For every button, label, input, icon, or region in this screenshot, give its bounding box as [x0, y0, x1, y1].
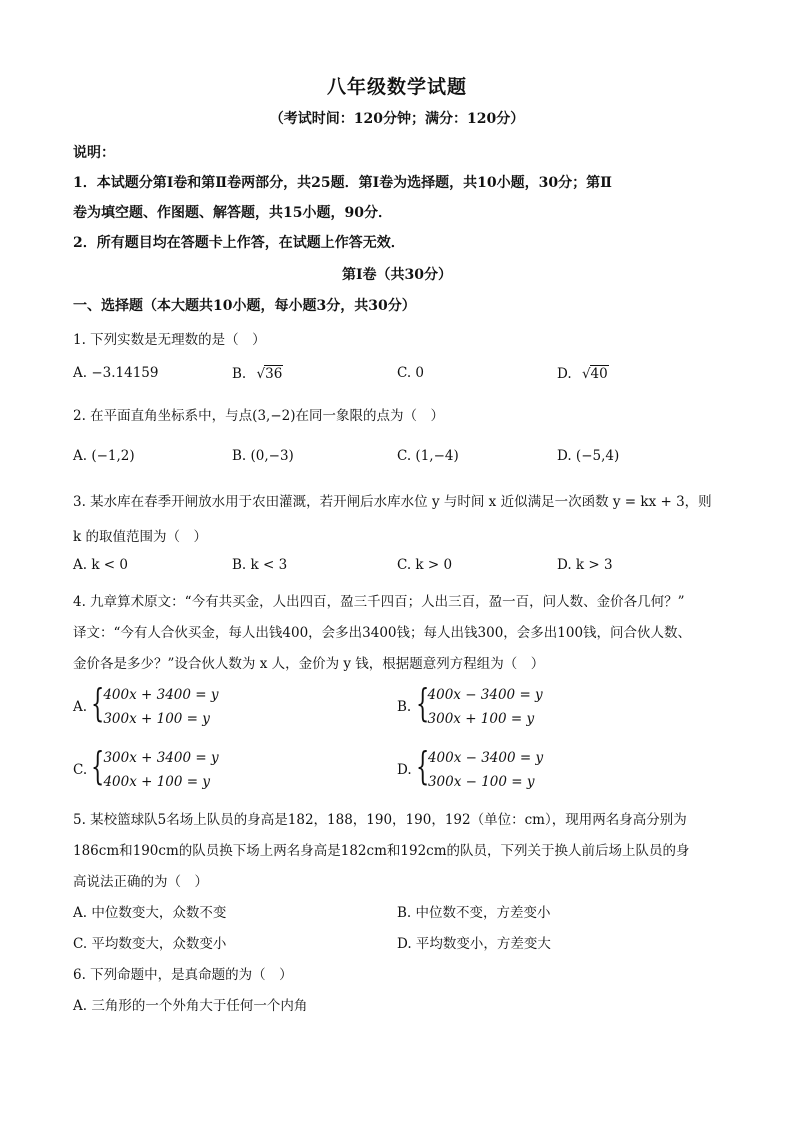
question-5-stem-c: 高说法正确的为（ ）	[73, 874, 208, 890]
question-2-option-b: B. (0,−3)	[232, 448, 294, 464]
equation-line: 300x − 100 = y	[427, 774, 535, 790]
question-3-option-d: D. k > 3	[557, 557, 613, 573]
equation-line: 400x + 3400 = y	[103, 687, 219, 703]
brace-glyph: {	[415, 681, 429, 725]
question-4-option-a	[73, 683, 219, 731]
question-5-stem-a: 5. 某校篮球队5名场上队员的身高是182，188，190，190，192（单位：cm），现用两名身高分别为	[73, 812, 687, 828]
question-4-option-c	[73, 746, 219, 794]
equation-line: 300x + 100 = y	[103, 711, 210, 727]
notes-line-1b: 卷为填空题、作图题、解答题，共15小题，90分．	[73, 205, 392, 221]
brace-glyph: {	[91, 681, 105, 725]
question-3-option-a: A. k < 0	[73, 557, 128, 573]
equation-line: 400x + 100 = y	[103, 774, 211, 790]
question-5-option-d: D. 平均数变小，方差变大	[397, 936, 551, 952]
question-1-stem: 1. 下列实数是无理数的是（ ）	[73, 332, 266, 348]
equation-system	[91, 683, 218, 731]
question-3-option-b: B. k < 3	[232, 557, 288, 573]
question-5-option-a: A. 中位数变大，众数不变	[73, 905, 227, 921]
question-6-option-a: A. 三角形的一个外角大于任何一个内角	[73, 998, 308, 1014]
question-5-stem-b: 186cm和190cm的队员换下场上两名身高是182cm和192cm的队员，下列关于换人前后场上队员的身	[73, 843, 690, 859]
option-label: D.	[397, 762, 412, 778]
notes-heading: 说明：	[73, 145, 115, 161]
question-1-option-d: D. √40	[557, 366, 608, 382]
notes-line-1a: 1．本试题分第Ⅰ卷和第Ⅱ卷两部分，共25题．第Ⅰ卷为选择题，共10小题，30分；第Ⅱ	[73, 175, 612, 191]
radicand: 36	[265, 366, 283, 382]
option-label: D.	[557, 366, 572, 382]
question-2-option-c: C. (1,−4)	[397, 448, 459, 464]
equation-line: 400x − 3400 = y	[427, 750, 544, 766]
equation-system	[416, 746, 543, 794]
option-label: B.	[397, 699, 412, 715]
question-4-option-b	[397, 683, 543, 731]
question-2-option-a: A. (−1,2)	[73, 448, 135, 464]
question-1-option-c: C. 0	[397, 365, 425, 381]
section-title: 第Ⅰ卷（共30分）	[341, 267, 453, 283]
question-4-option-d	[397, 746, 543, 794]
question-5-option-c: C. 平均数变大，众数变小	[73, 936, 227, 952]
brace-glyph: {	[415, 744, 430, 788]
part-title: 一、选择题（本大题共10小题，每小题3分，共30分）	[73, 298, 416, 314]
question-4-stem-b: 译文：“今有人合伙买金，每人出钱400，会多出3400钱；每人出钱300，会多出100钱，问合伙人数、	[73, 625, 692, 641]
page-title: 八年级数学试题	[326, 76, 467, 98]
option-label: C.	[73, 762, 88, 778]
option-label: B.	[232, 366, 247, 382]
equation-system	[91, 746, 218, 794]
brace-glyph: {	[91, 744, 105, 788]
exam-subtitle: （考试时间：120分钟；满分：120分）	[269, 111, 525, 127]
question-6-stem: 6. 下列命题中，是真命题的为（ ）	[73, 967, 293, 983]
question-3-stem-b: k 的取值范围为（ ）	[73, 529, 207, 545]
question-4-stem-a: 4. 九章算术原文：“今有共买金，人出四百，盈三千四百；人出三百，盈一百，问人数、金价各几何？”	[73, 594, 685, 610]
question-1-option-a: A. −3.14159	[73, 365, 159, 381]
question-1-option-b: B. √36	[232, 366, 283, 382]
question-4-stem-c: 金价各是多少？”设合伙人数为 x 人，金价为 y 钱，根据题意列方程组为（ ）	[73, 656, 545, 672]
equation-line: 300x + 100 = y	[427, 711, 535, 727]
equation-line: 300x + 3400 = y	[103, 750, 219, 766]
equation-system	[416, 683, 543, 731]
question-3-stem-a: 3. 某水库在春季开闸放水用于农田灌溉，若开闸后水库水位 y 与时间 x 近似满足一次函数 y = kx + 3，则	[73, 494, 712, 510]
notes-line-2: 2．所有题目均在答题卡上作答，在试题上作答无效．	[73, 235, 405, 251]
question-2-option-d: D. (−5,4)	[557, 448, 620, 464]
question-3-option-c: C. k > 0	[397, 557, 453, 573]
equation-line: 400x − 3400 = y	[427, 687, 543, 703]
question-5-option-b: B. 中位数不变，方差变小	[397, 905, 551, 921]
question-2-stem: 2. 在平面直角坐标系中，与点(3,−2)在同一象限的点为（ ）	[73, 408, 444, 424]
radicand: 40	[590, 366, 608, 382]
option-label: A.	[73, 699, 88, 715]
